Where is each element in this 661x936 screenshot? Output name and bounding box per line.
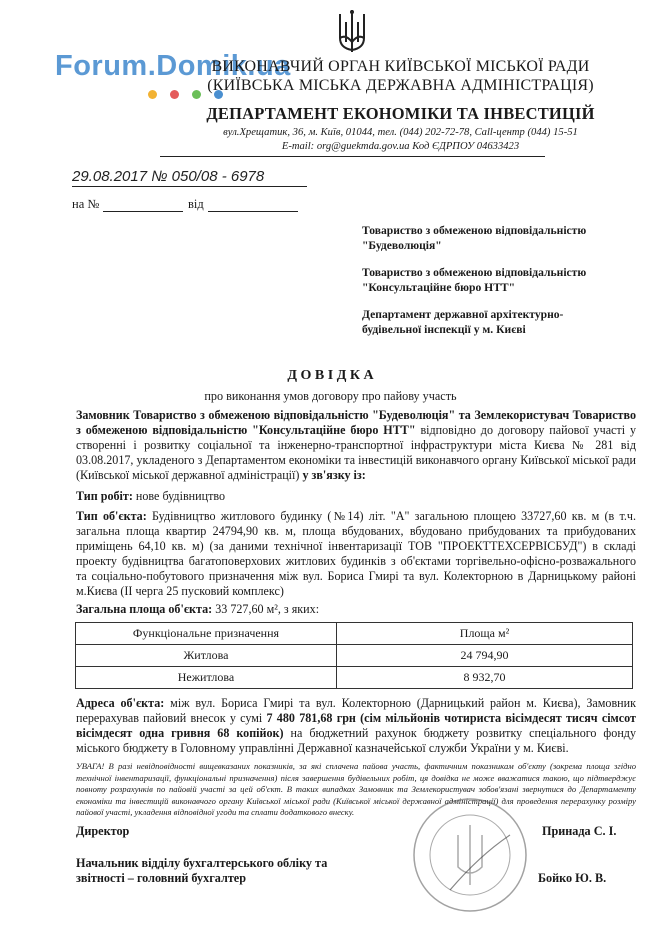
- document-title: Д О В І Д К А: [287, 368, 374, 383]
- ref-number-line: [103, 211, 183, 212]
- table-row: [76, 667, 633, 689]
- work-type: Тип робіт: нове будівництво: [76, 489, 226, 503]
- department-email: E-mail: org@guekmda.gov.ua Код ЄДРПОУ 04633423: [281, 141, 520, 152]
- addressee-1: Товариство з обмеженою відповідальністю "Будеволюція": [362, 224, 587, 252]
- official-stamp-icon: [410, 795, 530, 915]
- address-paragraph: Адреса об'єкта: між вул. Бориса Гмирі та вул. Колекторною (Дарницький район м. Києва), Замовник перерахував пайовий внесок у сумі 7 480 781,68 грн (сім мільйонів чотириста вісімдесят тисяч сімсот вісімдесят одна гривня 68 копійок) на бюджетний рахунок бюджету розвитку спеціального фонду міського бюджету в Головному управлінні Державної казначейської служби України у м. Києві.: [76, 696, 636, 755]
- table-cell: Житлова: [76, 645, 337, 667]
- director-name: Принада С. І.: [542, 824, 617, 838]
- director-title: Директор: [76, 824, 130, 838]
- header-divider: [160, 156, 545, 157]
- table-cell: 24 794,90: [337, 645, 633, 667]
- header-line2: (КИЇВСЬКА МІСЬКА ДЕРЖАВНА АДМІНІСТРАЦІЯ): [207, 77, 594, 94]
- header-line1: ВИКОНАВЧИЙ ОРГАН КИЇВСЬКОЇ МІСЬКОЇ РАДИ: [211, 58, 590, 75]
- department-name: ДЕПАРТАМЕНТ ЕКОНОМІКИ ТА ІНВЕСТИЦІЙ: [206, 104, 595, 123]
- table-header-cell: Площа м²: [337, 623, 633, 645]
- document-subtitle: про виконання умов договору про пайову участь: [204, 389, 457, 403]
- intro-paragraph: Замовник Товариство з обмеженою відповідальністю "Будеволюція" та Землекористувач Товариство з обмеженою відповідальністю "Консультаційне бюро НТТ" відповідно до договору пайової участі у створенні і розвитку соціальної та інженерно-транспортної інфраструктури міста Києва № 281 від 03.08.2017, укладеного з Департаментом економіки та інвестицій виконавчого органу Київської міської ради (Київської міської державної адміністрації) у зв'язку із:: [76, 408, 637, 482]
- table-cell: 8 932,70: [337, 667, 633, 689]
- watermark: Forum.Domik.ua: [55, 50, 291, 82]
- coat-of-arms-icon: [336, 8, 368, 56]
- area-table: [75, 622, 633, 689]
- date-underline: [72, 186, 307, 187]
- total-area: Загальна площа об'єкта: 33 727,60 м², з яких:: [76, 602, 320, 616]
- ref-date-label: від: [188, 197, 204, 211]
- ref-number-label: на №: [72, 197, 100, 211]
- outgoing-date-number: 29.08.2017 № 050/08 - 6978: [72, 168, 265, 185]
- addressee-3: Департамент державної архітектурно- будівельної інспекції у м. Києві: [362, 308, 564, 336]
- accountant-name: Бойко Ю. В.: [538, 871, 607, 885]
- table-row: [76, 645, 633, 667]
- table-header-row: [76, 623, 633, 645]
- table-cell: Нежитлова: [76, 667, 337, 689]
- table-header-cell: Функціональне призначення: [76, 623, 337, 645]
- warning-note: УВАГА! В разі невідповідності вищевказаних показників, за які сплачена пайова участь, фактичним показникам об'єкту (зокрема площа згідно технічної інвентаризації, функціональні призначення) після завершення будівельних робіт, ця довідка не може вважатися такою, що підтверджує повноту розрахунків по пайовій участі за цей об'єкт. В таких випадках Замовник та Землекористувач зобов'язані звернутися до Департаменту економіки та інвестицій виконавчого органу Київської міської ради (Київської міської державної адміністрації) для проведення перерахунку розміру пайової участі, укладення відповідної угоди та сплати додаткового внеску.: [76, 761, 636, 818]
- ref-date-line: [208, 211, 298, 212]
- department-address: вул.Хрещатик, 36, м. Київ, 01044, тел. (044) 202-72-78, Call-центр (044) 15-51: [223, 127, 578, 138]
- object-type: Тип об'єкта: Будівництво житлового будинку (№14) літ. "А" загальною площею 33727,60 кв. м (в т.ч. загальна площа квартир 24794,90 кв. м, площа вбудованих, вбудовано прибудованих та прибудованих приміщень 64,10 кв. м) (за даними технічної інвентаризації ТОВ "ПРОЕКТТЕХСЕРВІСБУД") в складі проекту будівництва багатоповерхових житлових будинків з об'єктами торгівельно-офісно-розважального та соціально-побутового призначення між вул. Бориса Гмирі та вул. Колекторною в Дарницькому районі м.Києва (II черга 25 пусковий комплекс): [76, 509, 636, 598]
- accountant-title: Начальник відділу бухгалтерського обліку та звітності – головний бухгалтер: [76, 856, 328, 885]
- addressee-2: Товариство з обмеженою відповідальністю "Консультаційне бюро НТТ": [362, 266, 587, 294]
